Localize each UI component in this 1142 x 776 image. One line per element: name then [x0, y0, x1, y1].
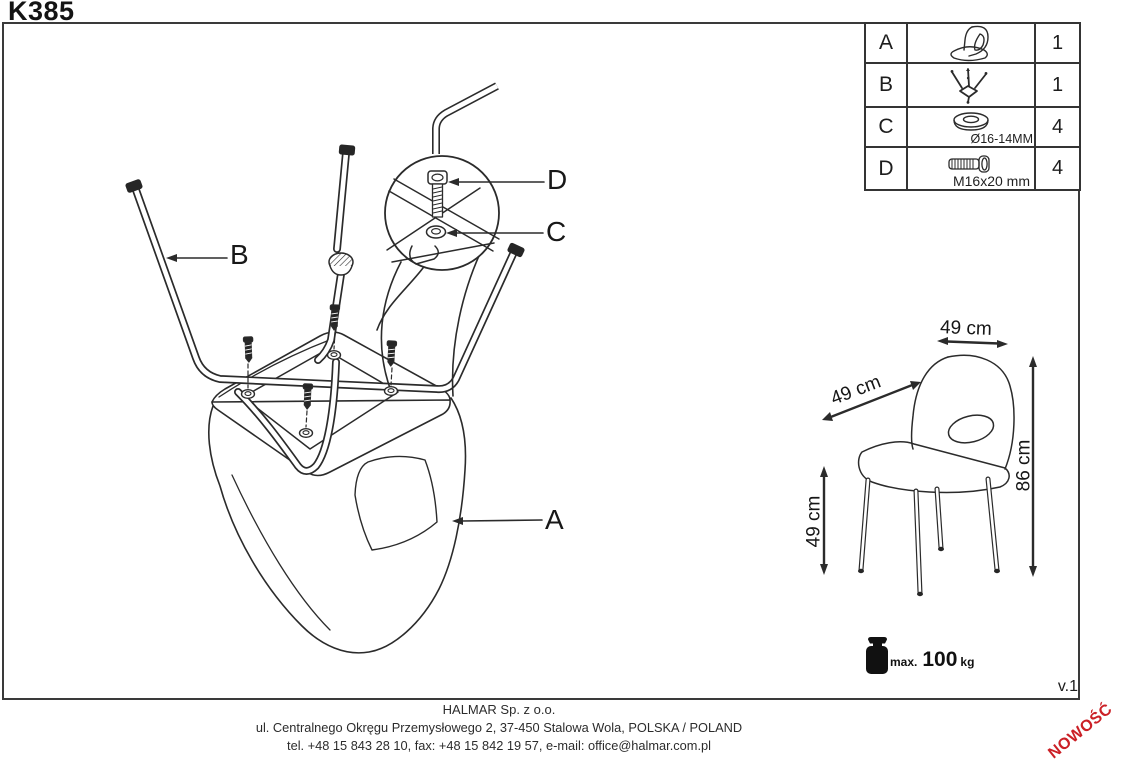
leg-frame-icon [945, 65, 997, 105]
footer-address: ul. Centralnego Okręgu Przemysłowego 2, 37-450 Stalowa Wola, POLSKA / POLAND [255, 720, 743, 735]
chair-shell-icon [942, 24, 1000, 62]
assembly-drawing [125, 86, 544, 653]
assembly-label-a: A [545, 504, 564, 535]
part-qty: 4 [1051, 157, 1064, 179]
allen-key-icon [436, 86, 497, 154]
max-load-unit: kg [960, 655, 975, 669]
mounting-plate [243, 350, 398, 449]
rubber-foot-icon [329, 253, 353, 275]
assembly-label-b: B [230, 239, 249, 270]
table-row [866, 148, 1079, 189]
footer [179, 700, 819, 753]
max-load-prefix: max. [890, 655, 918, 669]
table-row [866, 64, 1079, 108]
part-spec: Ø16-14MM [970, 132, 1033, 146]
new-badge: NOWOŚĆ [1045, 700, 1116, 763]
part-spec: M16x20 mm [952, 173, 1030, 189]
version-label: v.1 [1057, 678, 1078, 695]
assembly-label-d: D [547, 164, 568, 195]
dimension-diagram [820, 337, 1037, 596]
magnifier-detail-circle [385, 156, 499, 270]
part-letter: A [866, 24, 908, 62]
dimension-width-label: 49 cm [939, 317, 993, 340]
footer-contact: tel. +48 15 843 28 10, fax: +48 15 842 19 57, e-mail: office@halmar.com.pl [287, 738, 711, 753]
dimension-seat-height-label: 49 cm [803, 495, 825, 548]
table-row [866, 24, 1079, 64]
part-letter: C [866, 108, 908, 146]
detail-washer-icon [427, 226, 446, 238]
bolt-icon [939, 152, 1003, 176]
max-load-weight-icon [866, 637, 888, 674]
footer-company: HALMAR Sp. z o.o. [442, 702, 556, 717]
part-qty: 4 [1051, 115, 1064, 138]
product-code: K385 [8, 0, 75, 26]
assembly-label-c: C [546, 216, 567, 247]
part-qty: 1 [1051, 31, 1064, 54]
max-load-value: 100 [922, 648, 958, 671]
part-letter: D [866, 148, 908, 189]
dimension-depth-label: 49 cm [827, 371, 884, 410]
table-row [866, 108, 1079, 148]
part-qty: 1 [1051, 73, 1064, 96]
part-letter: B [866, 64, 908, 106]
parts-table [864, 22, 1081, 191]
dimension-height-label: 86 cm [1013, 439, 1035, 492]
max-load-text [890, 648, 974, 672]
